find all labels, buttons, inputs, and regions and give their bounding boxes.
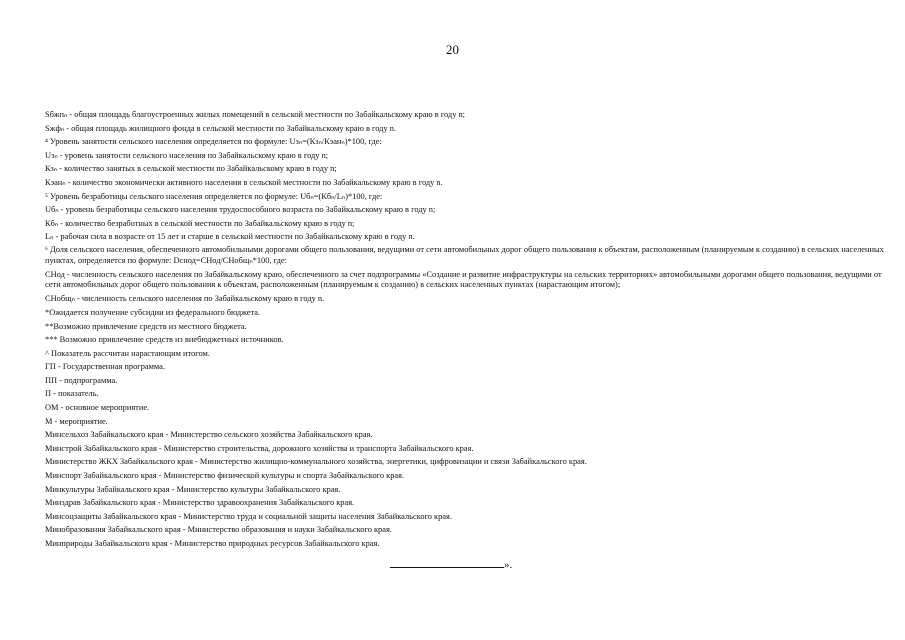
note-line: ПП - подпрограмма.	[45, 375, 118, 385]
note-line: ГП - Государственная программа.	[45, 362, 165, 372]
note-line: ⁴ Уровень занятости сельского населения определяется по формуле: Uзₙ=(Кзₙ/Кэанₙ)*100, где:	[45, 137, 382, 147]
note-line: *Ожидается получение субсидии из федерального бюджета.	[45, 307, 261, 317]
note-line: *** Возможно привлечение средств из внебюджетных источников.	[45, 335, 284, 345]
note-line: Кбₙ - количество безработных в сельской местности по Забайкальскому краю в году n;	[45, 218, 355, 228]
note-line: М - мероприятие.	[45, 416, 108, 426]
note-line: Uзₙ - уровень занятости сельского населения по Забайкальскому краю в году n;	[45, 150, 329, 160]
note-line: Кзₙ - количество занятых в сельской местности по Забайкальскому краю в году n;	[45, 164, 337, 174]
page-number: 20	[446, 42, 459, 57]
note-line: СНобщₙ - численность сельского населения по Забайкальскому краю в году n.	[45, 294, 325, 304]
note-line: **Возможно привлечение средств из местного бюджета.	[45, 321, 247, 331]
closing-signature-line	[390, 557, 512, 571]
note-line: Минстрой Забайкальского края - Министерство строительства, дорожного хозяйства и транспорта Забайкальского края.	[45, 443, 474, 453]
note-line: Uбₙ - уровень безработицы сельского населения трудоспособного возраста по Забайкальскому краю в году n;	[45, 205, 436, 215]
footnotes-block	[45, 108, 895, 551]
note-line: Министерство ЖКХ Забайкальского края - Министерство жилищно-коммунального хозяйства, энергетики, цифровизации и связи Забайкальского края.	[45, 457, 587, 467]
note-line: СНод - численность сельского населения по Забайкальскому краю, обеспеченного за счет подпрограммы «Создание и развитие инфраструктуры на сельских территориях» автомобильными дорогами общего пользования, ведущими от сети автомобильных дорог общего пользования к объектам, расположенным (планируемым к созданию) в сельских населенных пунктах (нарастающим итогом);	[45, 269, 882, 290]
note-line: Минспорт Забайкальского края - Министерство физической культуры и спорта Забайкальского края.	[45, 471, 405, 481]
note-line: Минприроды Забайкальского края - Министерство природных ресурсов Забайкальского края.	[45, 539, 380, 548]
note-line: П - показатель.	[45, 389, 99, 399]
closing-quote-mark: ».	[504, 559, 513, 571]
note-line: Минсельхоз Забайкальского края - Министерство сельского хозяйства Забайкальского края.	[45, 430, 373, 440]
note-line: Lₙ - рабочая сила в возрасте от 15 лет и старше в сельской местности по Забайкальскому краю в году n.	[45, 232, 415, 242]
note-line: Минобразования Забайкальского края - Министерство образования и науки Забайкальского края.	[45, 525, 392, 535]
blank-rule	[390, 557, 504, 568]
note-line: Кэанₙ - количество экономически активного населения в сельской местности по Забайкальскому краю в году n.	[45, 177, 443, 187]
note-line: ⁵ Уровень безработицы сельского населения определяется по формуле: Uбₙ=(Кбₙ/Lₙ)*100, где:	[45, 191, 383, 201]
note-line: Минсоцзащиты Забайкальского края - Министерство труда и социальной защиты населения Забайкальского края.	[45, 511, 452, 521]
note-line: ОМ - основное мероприятие.	[45, 403, 150, 413]
note-line: Минздрав Забайкальского края - Министерство здравоохранения Забайкальского края.	[45, 498, 355, 508]
note-line: Sбжпₙ - общая площадь благоустроенных жилых помещений в сельской местности по Забайкальскому краю в году n;	[45, 110, 465, 119]
note-line: Sжфₙ - общая площадь жилищного фонда в сельской местности по Забайкальскому краю в году n.	[45, 123, 397, 133]
note-line: Минкультуры Забайкальского края - Министерство культуры Забайкальского края.	[45, 484, 341, 494]
note-line: ⁶ Доля сельского населения, обеспеченного автомобильными дорогами общего пользования, ведущими от сети автомобильных дорог общего пользования к объектам, расположенным (планируемым к созданию) в сельских населенных пунктах, определяется по формуле: Dснод=СНод/СНобщₙ*100, где:	[45, 245, 884, 266]
note-line: ^ Показатель рассчитан нарастающим итогом.	[45, 348, 210, 358]
